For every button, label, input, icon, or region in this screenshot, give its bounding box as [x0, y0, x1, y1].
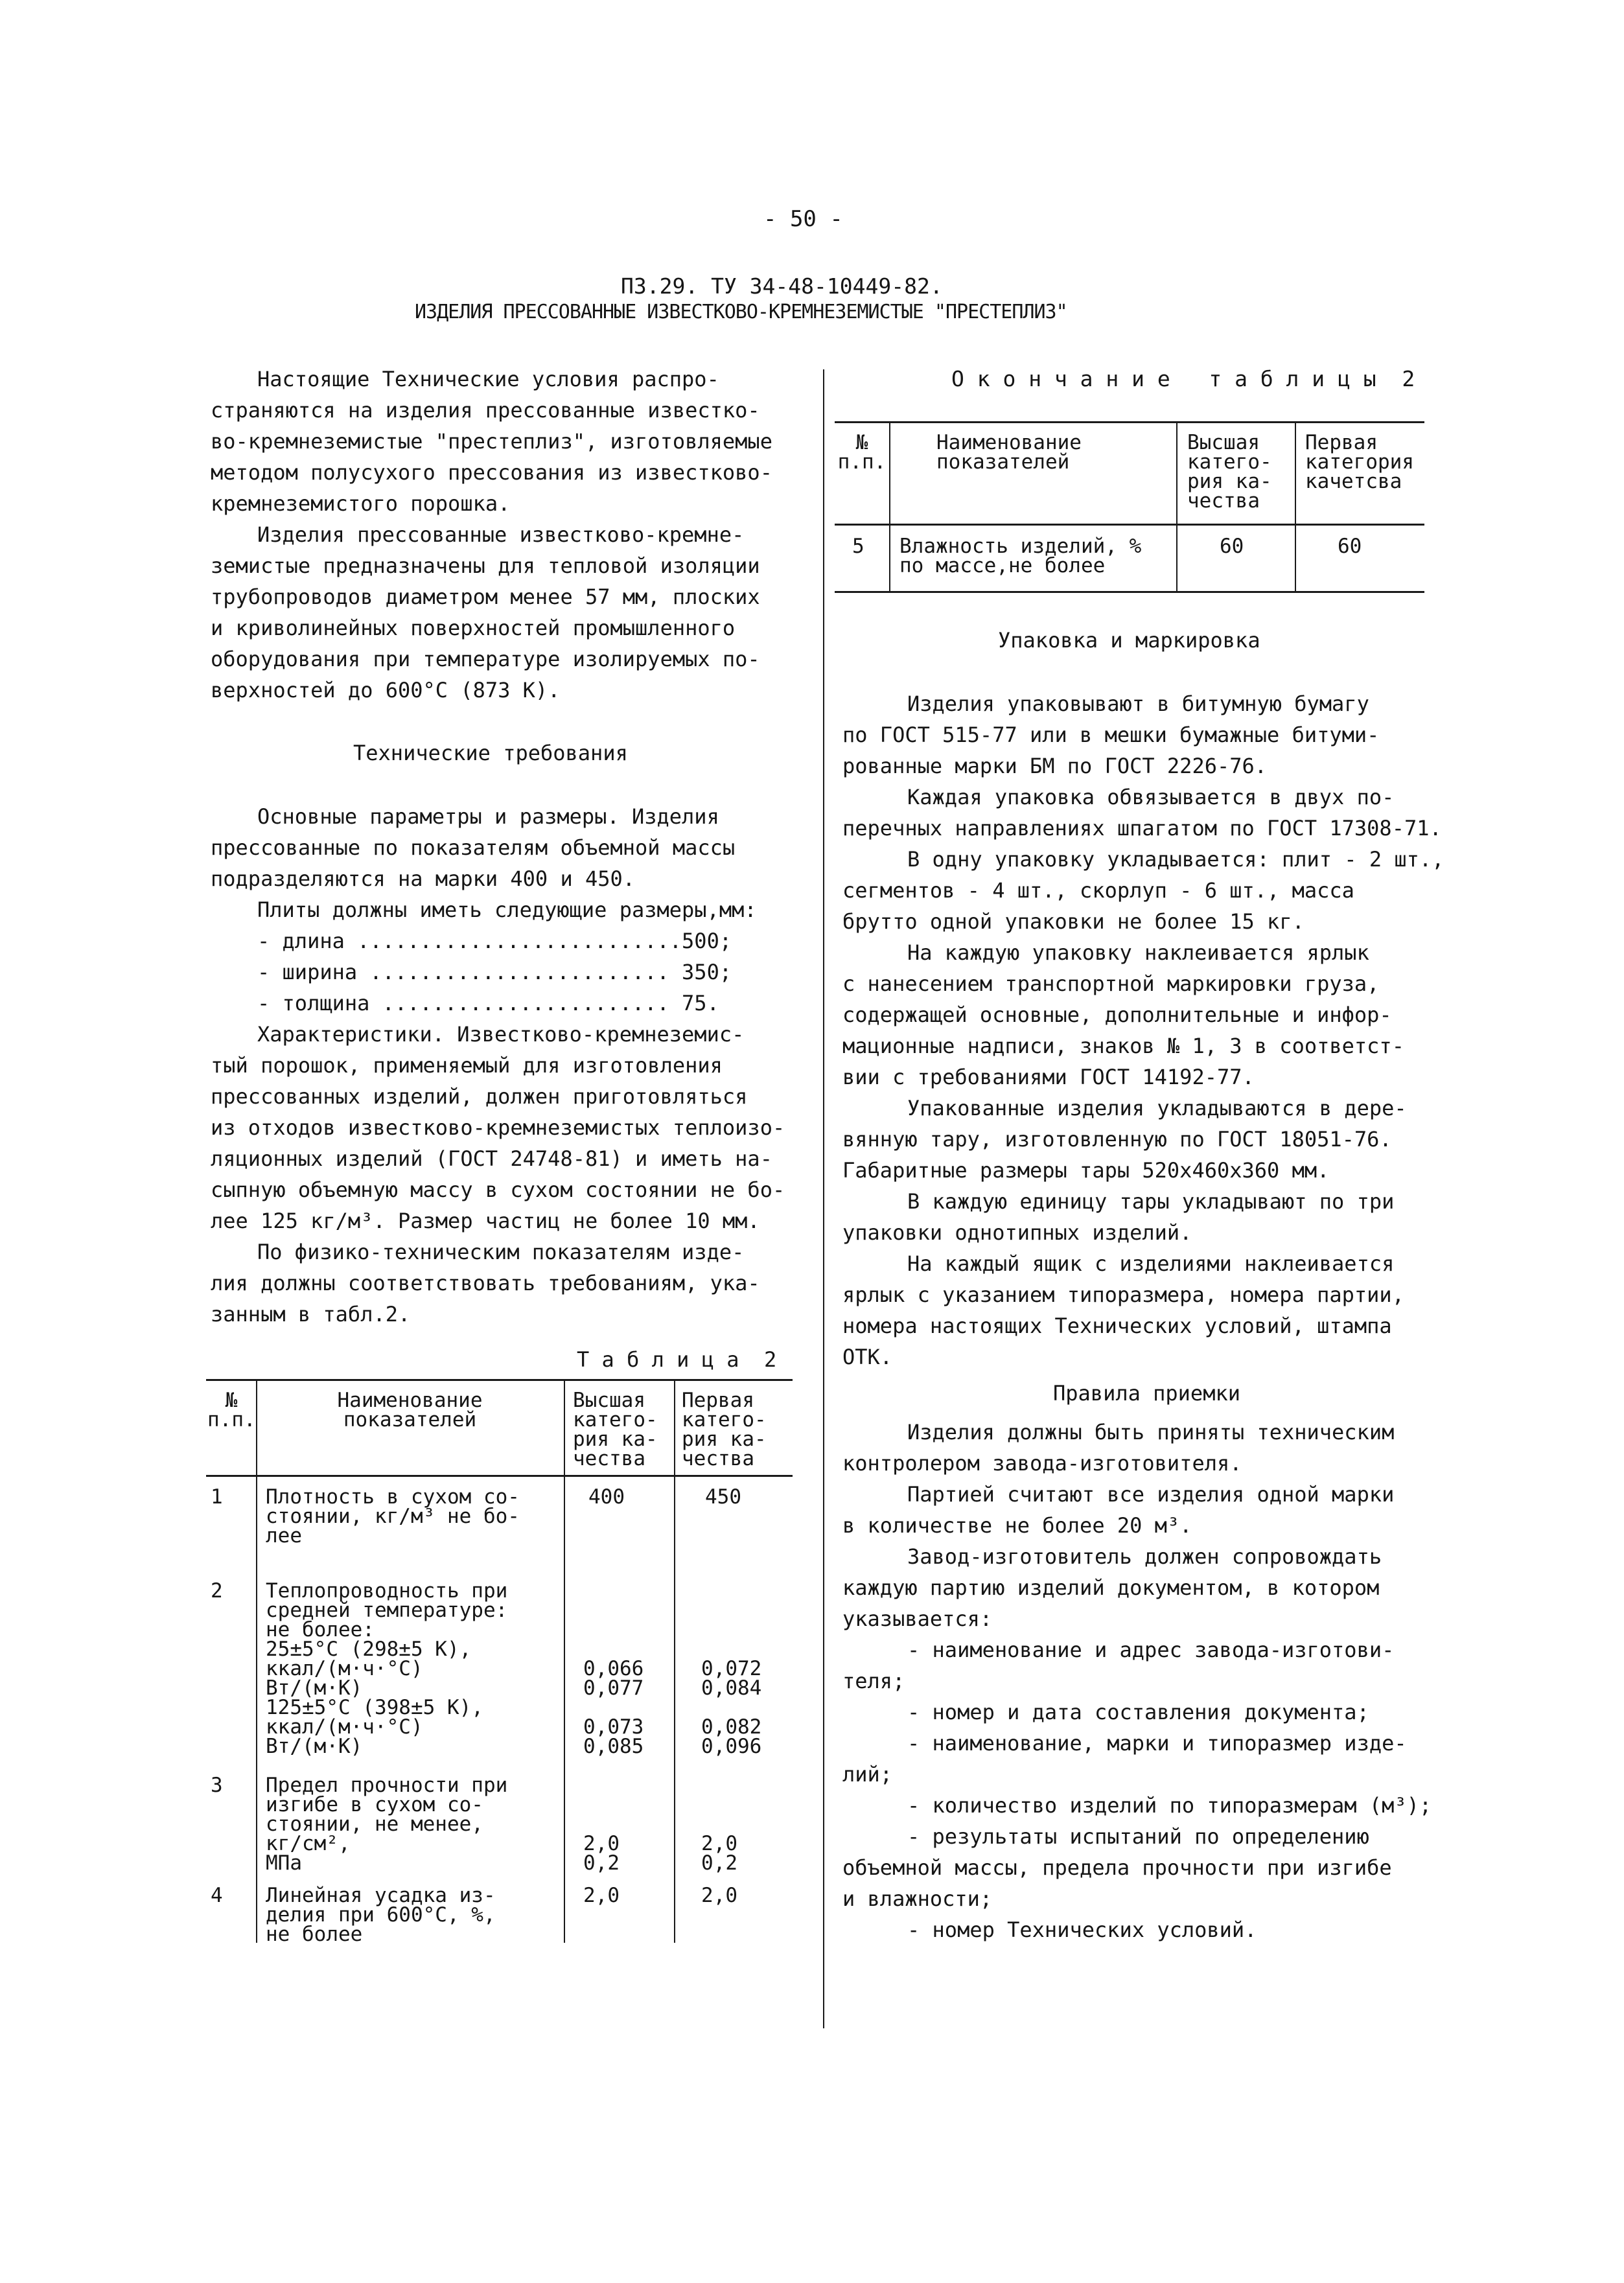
pack-line: Изделия упаковывают в битумную бумагу: [907, 691, 1369, 716]
pack-line: Каждая упаковка обвязывается в двух по-: [907, 785, 1395, 809]
accept-line: и влажности;: [842, 1886, 993, 1911]
pack-line: На каждый ящик с изделиями наклеивается: [907, 1251, 1395, 1276]
column-divider: [823, 369, 824, 2028]
th-name: Наименование показателей: [936, 431, 1082, 474]
table-caption-right: О к о н ч а н и е т а б л и ц ы 2: [951, 366, 1415, 391]
th-first: Первая категория качетсва: [1305, 431, 1414, 493]
accept-line: - количество изделий по типоразмерам (м³);: [907, 1793, 1432, 1818]
pack-line: по ГОСТ 515-77 или в мешки бумажные битуми-: [842, 723, 1380, 747]
table-rule: [206, 1379, 793, 1381]
accept-line: Завод-изготовитель должен сопровождать: [907, 1544, 1382, 1569]
accept-line: объемной массы, предела прочности при изгибе: [842, 1855, 1392, 1880]
dim-line: - толщина ....................... 75.: [257, 991, 719, 1015]
pack-line: На каждую упаковку наклеивается ярлык: [907, 940, 1369, 965]
dim-line: - длина ..........................500;: [257, 929, 732, 953]
row-first: 2,0: [701, 1884, 737, 1907]
table-rule: [1176, 421, 1177, 592]
intro-line: оборудования при температуре изолируемых по-: [211, 647, 760, 671]
intro-line: во-кремнеземистые "престеплиз", изготовляемые: [211, 429, 772, 454]
pack-line: вии с требованиями ГОСТ 14192-77.: [842, 1065, 1255, 1089]
accept-line: указывается:: [842, 1606, 993, 1631]
accept-line: - результаты испытаний по определению: [907, 1824, 1369, 1849]
table-rule: [256, 1379, 257, 1943]
pack-line: упаковки однотипных изделий.: [842, 1220, 1192, 1245]
params-line: Основные параметры и размеры. Изделия: [257, 804, 719, 829]
section-title-pack: Упаковка и маркировка: [998, 628, 1260, 653]
table-rule: [1295, 421, 1296, 592]
row-no: 1: [211, 1485, 223, 1509]
chars-line: Характеристики. Известково-кремнеземис-: [257, 1022, 745, 1047]
th-no: № п.п.: [207, 1389, 256, 1431]
pack-line: мационные надписи, знаков № 1, 3 в соответст-: [842, 1034, 1404, 1058]
accept-line: - номер Технических условий.: [907, 1918, 1257, 1942]
accept-line: Изделия должны быть приняты техническим: [907, 1420, 1395, 1444]
row-no: 4: [211, 1884, 223, 1907]
accept-line: - наименование, марки и типоразмер изде-: [907, 1731, 1407, 1756]
pack-line: брутто одной упаковки не более 15 кг.: [842, 909, 1305, 934]
row-first: 60: [1338, 535, 1362, 558]
pack-line: В каждую единицу тары укладывают по три: [907, 1189, 1395, 1214]
row-first: 0,072 0,084 0,082 0,096: [701, 1657, 762, 1758]
chars-line: лия должны соответствовать требованиям, ука-: [211, 1271, 760, 1295]
th-high: Высшая катего- рия ка- чества: [1187, 431, 1272, 513]
intro-line: земистые предназначены для тепловой изоляции: [211, 553, 760, 578]
row-name: Линейная усадка из- делия при 600°С, %, не более: [266, 1884, 496, 1946]
chars-line: ляционных изделий (ГОСТ 24748-81) и иметь на-: [211, 1146, 772, 1171]
pack-line: номера настоящих Технических условий, штампа: [842, 1314, 1392, 1338]
dim-line: - ширина ........................ 350;: [257, 960, 732, 984]
section-title-tech: Технические требования: [353, 741, 628, 765]
params-line: Плиты должны иметь следующие размеры,мм:: [257, 898, 757, 922]
accept-line: - номер и дата составления документа;: [907, 1700, 1369, 1724]
row-no: 2: [211, 1579, 223, 1603]
th-no: № п.п.: [837, 431, 887, 474]
row-no: 3: [211, 1774, 223, 1797]
chars-line: из отходов известково-кремнеземистых теплоизо-: [211, 1115, 785, 1140]
intro-line: Изделия прессованные известково-кремне-: [257, 522, 745, 547]
intro-line: верхностей до 600°С (873 К).: [211, 678, 561, 702]
row-name: Предел прочности при изгибе в сухом со- стоянии, не менее, кг/см², МПа: [266, 1774, 508, 1875]
intro-line: кремнеземистого порошка.: [211, 491, 511, 516]
row-first: 450: [705, 1485, 741, 1509]
pack-line: содержащей основные, дополнительные и инфор-: [842, 1002, 1392, 1027]
table-rule: [835, 421, 1424, 423]
pack-line: рованные марки БМ по ГОСТ 2226-76.: [842, 754, 1268, 778]
table-rule: [206, 1475, 793, 1477]
chars-line: По физико-техническим показателям изде-: [257, 1240, 745, 1264]
chars-line: прессованных изделий, должен приготовляться: [211, 1084, 748, 1109]
intro-line: трубопроводов диаметром менее 57 мм, плоских: [211, 585, 760, 609]
row-high: 60: [1220, 535, 1244, 558]
table-rule: [564, 1379, 565, 1943]
intro-line: методом полусухого прессования из известково-: [211, 460, 772, 485]
row-high: 0,066 0,077 0,073 0,085: [583, 1657, 644, 1758]
pack-line: ярлык с указанием типоразмера, номера партии,: [842, 1282, 1404, 1307]
row-high: 400: [588, 1485, 625, 1509]
table-rule: [835, 591, 1424, 593]
pack-line: Габаритные размеры тары 520х460х360 мм.: [842, 1158, 1330, 1183]
row-high: 2,0: [583, 1884, 620, 1907]
row-name: Плотность в сухом со- стоянии, кг/м³ не бо- лее: [266, 1485, 520, 1547]
chars-line: сыпную объемную массу в сухом состоянии не бо-: [211, 1177, 785, 1202]
th-first: Первая катего- рия ка- чества: [682, 1389, 767, 1470]
accept-line: контролером завода-изготовителя.: [842, 1451, 1242, 1476]
accept-line: каждую партию изделий документом, в котором: [842, 1575, 1380, 1600]
accept-line: - наименование и адрес завода-изготови-: [907, 1638, 1395, 1662]
row-no: 5: [852, 535, 864, 558]
pack-line: вянную тару, изготовленную по ГОСТ 18051-76.: [842, 1127, 1392, 1152]
intro-line: страняются на изделия прессованные известко-: [211, 398, 760, 423]
intro-line: Настоящие Технические условия распро-: [257, 367, 719, 391]
params-line: подразделяются на марки 400 и 450.: [211, 866, 636, 891]
accept-line: в количестве не более 20 м³.: [842, 1513, 1192, 1538]
th-name: Наименование показателей: [337, 1389, 483, 1431]
doc-code: ПЗ.29. ТУ 34-48-10449-82.: [621, 273, 943, 299]
intro-line: и криволинейных поверхностей промышленного: [211, 616, 736, 640]
accept-line: лий;: [842, 1762, 893, 1787]
table-rule: [835, 524, 1424, 526]
chars-line: занным в табл.2.: [211, 1302, 411, 1327]
pack-line: В одну упаковку укладывается: плит - 2 шт.,: [907, 847, 1444, 872]
pack-line: с нанесением транспортной маркировки груза,: [842, 971, 1380, 996]
row-high: 2,0 0,2: [583, 1832, 620, 1875]
chars-line: тый порошок, применяемый для изготовления: [211, 1053, 723, 1078]
params-line: прессованные по показателям объемной массы: [211, 835, 736, 860]
row-first: 2,0 0,2: [701, 1832, 737, 1875]
accept-line: Партией считают все изделия одной марки: [907, 1482, 1395, 1507]
page-number: - 50 -: [763, 206, 843, 232]
table-rule: [889, 421, 890, 592]
pack-line: ОТК.: [842, 1345, 893, 1369]
pack-line: Упакованные изделия укладываются в дере-: [907, 1096, 1407, 1120]
row-name: Теплопроводность при средней температуре: не более: 25±5°С (298±5 К), ккал/(м·ч·°С) Вт/(м·К) 125±5°С (398±5 К), ккал/(м·ч·°С) Вт/(м·К): [266, 1579, 508, 1758]
section-title-accept: Правила приемки: [1053, 1381, 1240, 1406]
table-rule: [674, 1379, 675, 1943]
pack-line: перечных направлениях шпагатом по ГОСТ 17308-71.: [842, 816, 1442, 840]
row-name: Влажность изделий, % по массе,не более: [899, 535, 1142, 577]
pack-line: сегментов - 4 шт., скорлуп - 6 шт., масса: [842, 878, 1354, 903]
accept-line: теля;: [842, 1669, 905, 1693]
table-caption-left: Т а б л и ц а 2: [577, 1347, 777, 1372]
chars-line: лее 125 кг/м³. Размер частиц не более 10 мм.: [211, 1209, 760, 1233]
doc-title: ИЗДЕЛИЯ ПРЕССОВАННЫЕ ИЗВЕСТКОВО-КРЕМНЕЗЕМИСТЫЕ "ПРЕСТЕПЛИЗ": [415, 301, 1067, 323]
th-high: Высшая катего- рия ка- чества: [573, 1389, 658, 1470]
